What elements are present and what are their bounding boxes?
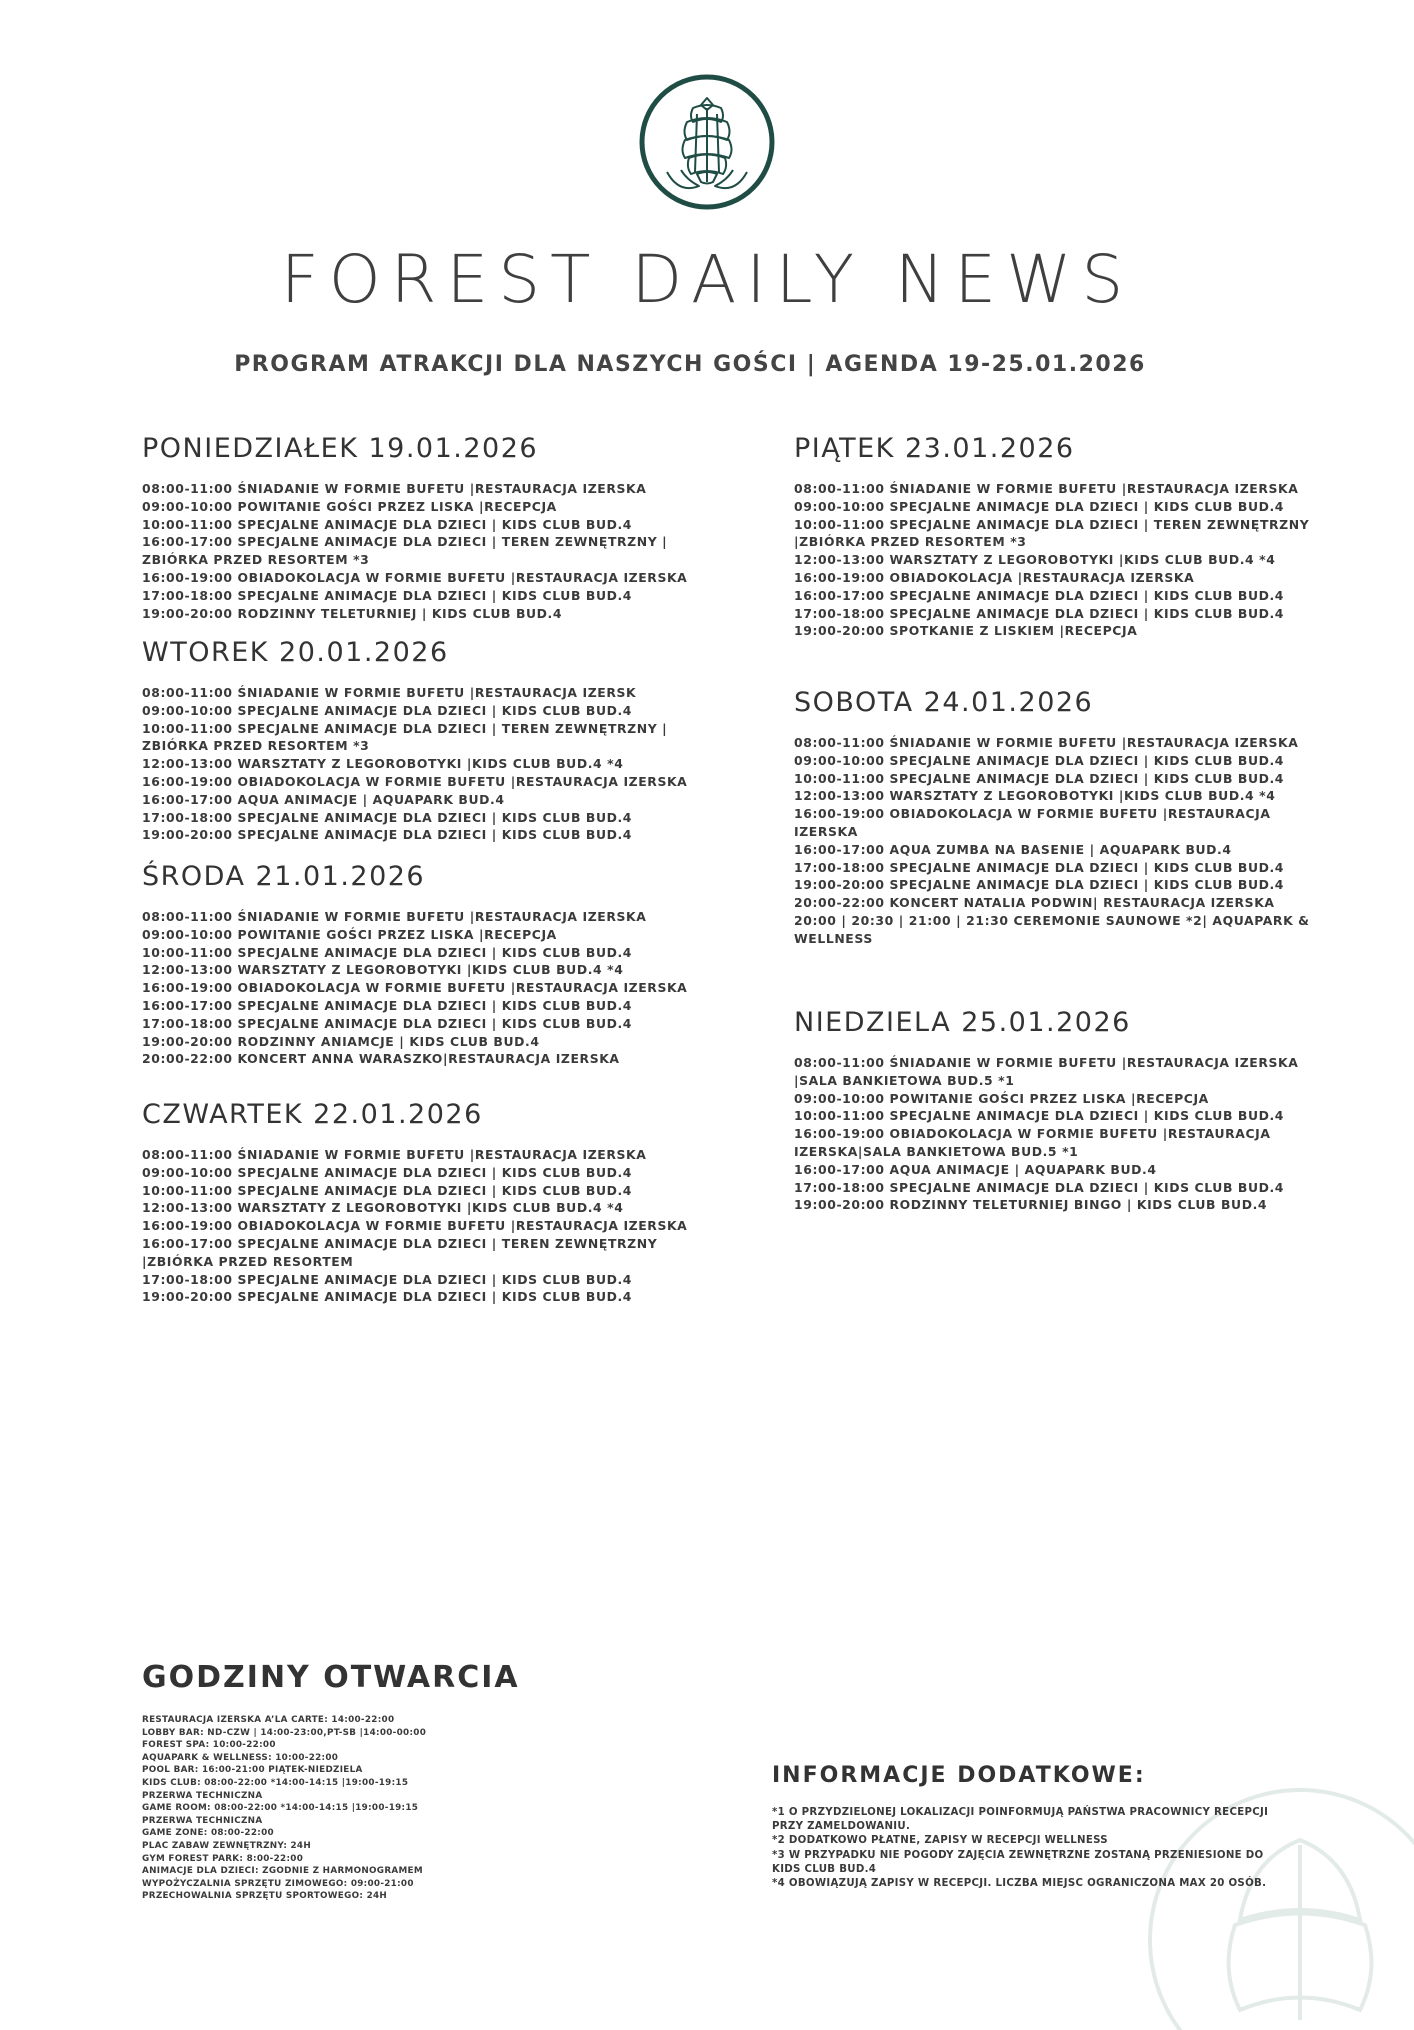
event-item: 20:00-22:00 KONCERT ANNA WARASZKO|RESTAURACJA IZERSKA [142, 1051, 620, 1067]
event-item: 19:00-20:00 SPECJALNE ANIMACJE DLA DZIECI | KIDS CLUB BUD.4 [142, 827, 633, 843]
event-item: 17:00-18:00 SPECJALNE ANIMACJE DLA DZIECI | KIDS CLUB BUD.4 [142, 809, 633, 825]
additional-info-title: INFORMACJE DODATKOWE: [772, 1763, 1146, 1788]
event-item: 17:00-18:00 SPECJALNE ANIMACJE DLA DZIECI | KIDS CLUB BUD.4 [794, 859, 1285, 875]
event-item: 12:00-13:00 WARSZTATY Z LEGOROBOTYKI |KIDS CLUB BUD.4 *4 [794, 552, 1276, 568]
event-list [142, 480, 732, 622]
hours-line: FOREST SPA: 10:00-22:00 [142, 1740, 276, 1751]
event-item: 19:00-20:00 RODZINNY TELETURNIEJ BINGO | KIDS CLUB BUD.4 [794, 1197, 1268, 1213]
event-list [142, 1146, 732, 1306]
day-title: ŚRODA 21.01.2026 [142, 861, 426, 892]
day-saturday [794, 686, 1314, 948]
event-item: 16:00-19:00 OBIADOKOLACJA W FORMIE BUFETU |RESTAURACJA IZERSKA|SALA BANKIETOWA BUD.5 *1 [794, 1126, 1271, 1159]
event-item: 10:00-11:00 SPECJALNE ANIMACJE DLA DZIECI | TEREN ZEWNĘTRZNY |ZBIÓRKA PRZED RESORTEM *3 [794, 516, 1310, 550]
event-item: 09:00-10:00 SPECJALNE ANIMACJE DLA DZIECI | KIDS CLUB BUD.4 [794, 752, 1285, 768]
hours-line: PRZERWA TECHNICZNA [142, 1790, 263, 1801]
event-item: 20:00 | 20:30 | 21:00 | 21:30 CEREMONIE SAUNOWE *2| AQUAPARK & WELLNESS [794, 912, 1310, 946]
event-item: 12:00-13:00 WARSZTATY Z LEGOROBOTYKI |KIDS CLUB BUD.4 *4 [142, 756, 624, 772]
event-list [794, 1054, 1314, 1214]
event-item: 09:00-10:00 SPECJALNE ANIMACJE DLA DZIECI | KIDS CLUB BUD.4 [142, 1164, 633, 1180]
event-item: 16:00-19:00 OBIADOKOLACJA W FORMIE BUFETU |RESTAURACJA IZERSKA [142, 773, 688, 789]
event-item: 16:00-17:00 AQUA ANIMACJE | AQUAPARK BUD.4 [794, 1161, 1157, 1177]
info-line: *3 W PRZYPADKU NIE POGODY ZAJĘCIA ZEWNĘTRZNE ZOSTANĄ PRZENIESIONE DO KIDS CLUB BUD.4 [772, 1849, 1264, 1875]
day-friday [794, 432, 1314, 640]
additional-info [772, 1762, 1272, 1891]
day-title: WTOREK 20.01.2026 [142, 637, 449, 668]
event-item: 08:00-11:00 ŚNIADANIE W FORMIE BUFETU |RESTAURACJA IZERSKA [794, 481, 1299, 496]
event-item: 08:00-11:00 ŚNIADANIE W FORMIE BUFETU |RESTAURACJA IZERSKA [142, 1147, 647, 1162]
event-item: 16:00-17:00 SPECJALNE ANIMACJE DLA DZIECI | KIDS CLUB BUD.4 [142, 997, 633, 1013]
event-item: 19:00-20:00 RODZINNY ANIAMCJE | KIDS CLUB BUD.4 [142, 1033, 540, 1049]
hours-line: PLAC ZABAW ZEWNĘTRZNY: 24H [142, 1840, 312, 1851]
event-item: 17:00-18:00 SPECJALNE ANIMACJE DLA DZIECI | KIDS CLUB BUD.4 [142, 1015, 633, 1031]
day-tuesday [142, 636, 732, 844]
event-item: 16:00-17:00 AQUA ANIMACJE | AQUAPARK BUD.4 [142, 791, 505, 807]
event-item: 09:00-10:00 POWITANIE GOŚCI PRZEZ LISKA |RECEPCJA [142, 926, 557, 942]
hours-line: PRZECHOWALNIA SPRZĘTU SPORTOWEGO: 24H [142, 1891, 388, 1902]
day-thursday [142, 1098, 732, 1306]
event-item: 09:00-10:00 SPECJALNE ANIMACJE DLA DZIECI | KIDS CLUB BUD.4 [142, 702, 633, 718]
event-item: 09:00-10:00 POWITANIE GOŚCI PRZEZ LISKA |RECEPCJA [142, 498, 557, 514]
hours-line: POOL BAR: 16:00-21:00 PIĄTEK-NIEDZIELA [142, 1765, 363, 1776]
event-item: 17:00-18:00 SPECJALNE ANIMACJE DLA DZIECI | KIDS CLUB BUD.4 [794, 1179, 1285, 1195]
event-list [794, 734, 1314, 948]
day-title: PONIEDZIAŁEK 19.01.2026 [142, 433, 539, 464]
event-item: 08:00-11:00 ŚNIADANIE W FORMIE BUFETU |RESTAURACJA IZERSK [142, 685, 637, 700]
event-item: 08:00-11:00 ŚNIADANIE W FORMIE BUFETU |RESTAURACJA IZERSKA [142, 909, 647, 924]
day-monday [142, 432, 732, 622]
hours-line: AQUAPARK & WELLNESS: 10:00-22:00 [142, 1752, 339, 1763]
event-item: 16:00-19:00 OBIADOKOLACJA W FORMIE BUFETU |RESTAURACJA IZERSKA [142, 1218, 688, 1234]
event-item: 12:00-13:00 WARSZTATY Z LEGOROBOTYKI |KIDS CLUB BUD.4 *4 [142, 962, 624, 978]
event-item: 10:00-11:00 SPECJALNE ANIMACJE DLA DZIECI | KIDS CLUB BUD.4 [142, 944, 633, 960]
event-item: 10:00-11:00 SPECJALNE ANIMACJE DLA DZIECI | KIDS CLUB BUD.4 [794, 770, 1285, 786]
info-line: *1 O PRZYDZIELONEJ LOKALIZACJI POINFORMUJĄ PAŃSTWA PRACOWNICY RECEPCJI PRZY ZAMELDOWANIU. [772, 1807, 1269, 1833]
event-item: 16:00-19:00 OBIADOKOLACJA W FORMIE BUFETU |RESTAURACJA IZERSKA [794, 806, 1271, 839]
hours-line: ANIMACJE DLA DZIECI: ZGODNIE Z HARMONOGRAMEM [142, 1866, 423, 1877]
day-title: SOBOTA 24.01.2026 [794, 687, 1094, 718]
event-item: 10:00-11:00 SPECJALNE ANIMACJE DLA DZIECI | KIDS CLUB BUD.4 [142, 1182, 633, 1198]
event-item: 09:00-10:00 POWITANIE GOŚCI PRZEZ LISKA |RECEPCJA [794, 1090, 1209, 1106]
event-list [142, 908, 732, 1068]
hours-line: GAME ROOM: 08:00-22:00 *14:00-14:15 |19:00-19:15 [142, 1803, 419, 1814]
opening-hours-title: GODZINY OTWARCIA [142, 1660, 520, 1695]
hours-line: WYPOŻYCZALNIA SPRZĘTU ZIMOWEGO: 09:00-21:00 [142, 1878, 414, 1889]
event-list [142, 684, 732, 844]
day-title: CZWARTEK 22.01.2026 [142, 1099, 483, 1130]
event-item: 10:00-11:00 SPECJALNE ANIMACJE DLA DZIECI | KIDS CLUB BUD.4 [794, 1108, 1285, 1124]
event-item: 19:00-20:00 SPOTKANIE Z LISKIEM |RECEPCJA [794, 623, 1138, 639]
page-subtitle: PROGRAM ATRAKCJI DLA NASZYCH GOŚCI | AGENDA 19-25.01.2026 [234, 352, 1146, 377]
event-item: 16:00-17:00 SPECJALNE ANIMACJE DLA DZIECI | KIDS CLUB BUD.4 [794, 587, 1285, 603]
event-item: 10:00-11:00 SPECJALNE ANIMACJE DLA DZIECI | KIDS CLUB BUD.4 [142, 516, 633, 532]
event-item: 09:00-10:00 SPECJALNE ANIMACJE DLA DZIECI | KIDS CLUB BUD.4 [794, 498, 1285, 514]
event-item: 16:00-19:00 OBIADOKOLACJA W FORMIE BUFETU |RESTAURACJA IZERSKA [142, 980, 688, 996]
event-item: 16:00-19:00 OBIADOKOLACJA W FORMIE BUFETU |RESTAURACJA IZERSKA [142, 569, 688, 585]
event-item: 10:00-11:00 SPECJALNE ANIMACJE DLA DZIECI | TEREN ZEWNĘTRZNY | ZBIÓRKA PRZED RESORTEM *3 [142, 720, 668, 754]
pinecone-logo-icon [637, 72, 777, 212]
page-title: FOREST DAILY NEWS [280, 241, 1134, 318]
opening-hours [142, 1660, 602, 1903]
hours-line: GAME ZONE: 08:00-22:00 [142, 1828, 274, 1839]
info-line: *4 OBOWIĄZUJĄ ZAPISY W RECEPCJI. LICZBA MIEJSC OGRANICZONA MAX 20 OSÓB. [772, 1878, 1267, 1890]
event-item: 19:00-20:00 SPECJALNE ANIMACJE DLA DZIECI | KIDS CLUB BUD.4 [794, 877, 1285, 893]
event-item: 12:00-13:00 WARSZTATY Z LEGOROBOTYKI |KIDS CLUB BUD.4 *4 [142, 1200, 624, 1216]
hours-line: PRZERWA TECHNICZNA [142, 1815, 263, 1826]
event-item: 08:00-11:00 ŚNIADANIE W FORMIE BUFETU |RESTAURACJA IZERSKA [142, 481, 647, 496]
event-item: 16:00-19:00 OBIADOKOLACJA |RESTAURACJA IZERSKA [794, 569, 1195, 585]
event-item: 19:00-20:00 SPECJALNE ANIMACJE DLA DZIECI | KIDS CLUB BUD.4 [142, 1289, 633, 1305]
event-item: 17:00-18:00 SPECJALNE ANIMACJE DLA DZIECI | KIDS CLUB BUD.4 [142, 1271, 633, 1287]
day-sunday [794, 1006, 1314, 1214]
hours-line: KIDS CLUB: 08:00-22:00 *14:00-14:15 |19:00-19:15 [142, 1777, 409, 1788]
event-item: 16:00-17:00 SPECJALNE ANIMACJE DLA DZIECI | TEREN ZEWNĘTRZNY | ZBIÓRKA PRZED RESORTEM *3 [142, 534, 668, 568]
event-list [794, 480, 1314, 640]
info-line: *2 DODATKOWO PŁATNE, ZAPISY W RECEPCJI WELLNESS [772, 1835, 1108, 1847]
event-item: 16:00-17:00 AQUA ZUMBA NA BASENIE | AQUAPARK BUD.4 [794, 841, 1232, 857]
day-title: NIEDZIELA 25.01.2026 [794, 1007, 1131, 1038]
hours-line: GYM FOREST PARK: 8:00-22:00 [142, 1853, 304, 1864]
event-item: 20:00-22:00 KONCERT NATALIA PODWIN| RESTAURACJA IZERSKA [794, 895, 1275, 911]
event-item: 17:00-18:00 SPECJALNE ANIMACJE DLA DZIECI | KIDS CLUB BUD.4 [794, 605, 1285, 621]
hours-line: RESTAURACJA IZERSKA A’LA CARTE: 14:00-22:00 [142, 1715, 395, 1725]
event-item: 16:00-17:00 SPECJALNE ANIMACJE DLA DZIECI | TEREN ZEWNĘTRZNY |ZBIÓRKA PRZED RESORTEM [142, 1235, 658, 1269]
event-item: 19:00-20:00 RODZINNY TELETURNIEJ | KIDS CLUB BUD.4 [142, 605, 563, 621]
day-title: PIĄTEK 23.01.2026 [794, 433, 1075, 464]
event-item: 12:00-13:00 WARSZTATY Z LEGOROBOTYKI |KIDS CLUB BUD.4 *4 [794, 788, 1276, 804]
event-item: 17:00-18:00 SPECJALNE ANIMACJE DLA DZIECI | KIDS CLUB BUD.4 [142, 587, 633, 603]
event-item: 08:00-11:00 ŚNIADANIE W FORMIE BUFETU |RESTAURACJA IZERSKA |SALA BANKIETOWA BUD.5 *1 [794, 1055, 1299, 1088]
hours-line: LOBBY BAR: ND-CZW | 14:00-23:00,PT-SB |14:00-00:00 [142, 1727, 427, 1738]
day-wednesday [142, 860, 732, 1068]
event-item: 08:00-11:00 ŚNIADANIE W FORMIE BUFETU |RESTAURACJA IZERSKA [794, 735, 1299, 750]
